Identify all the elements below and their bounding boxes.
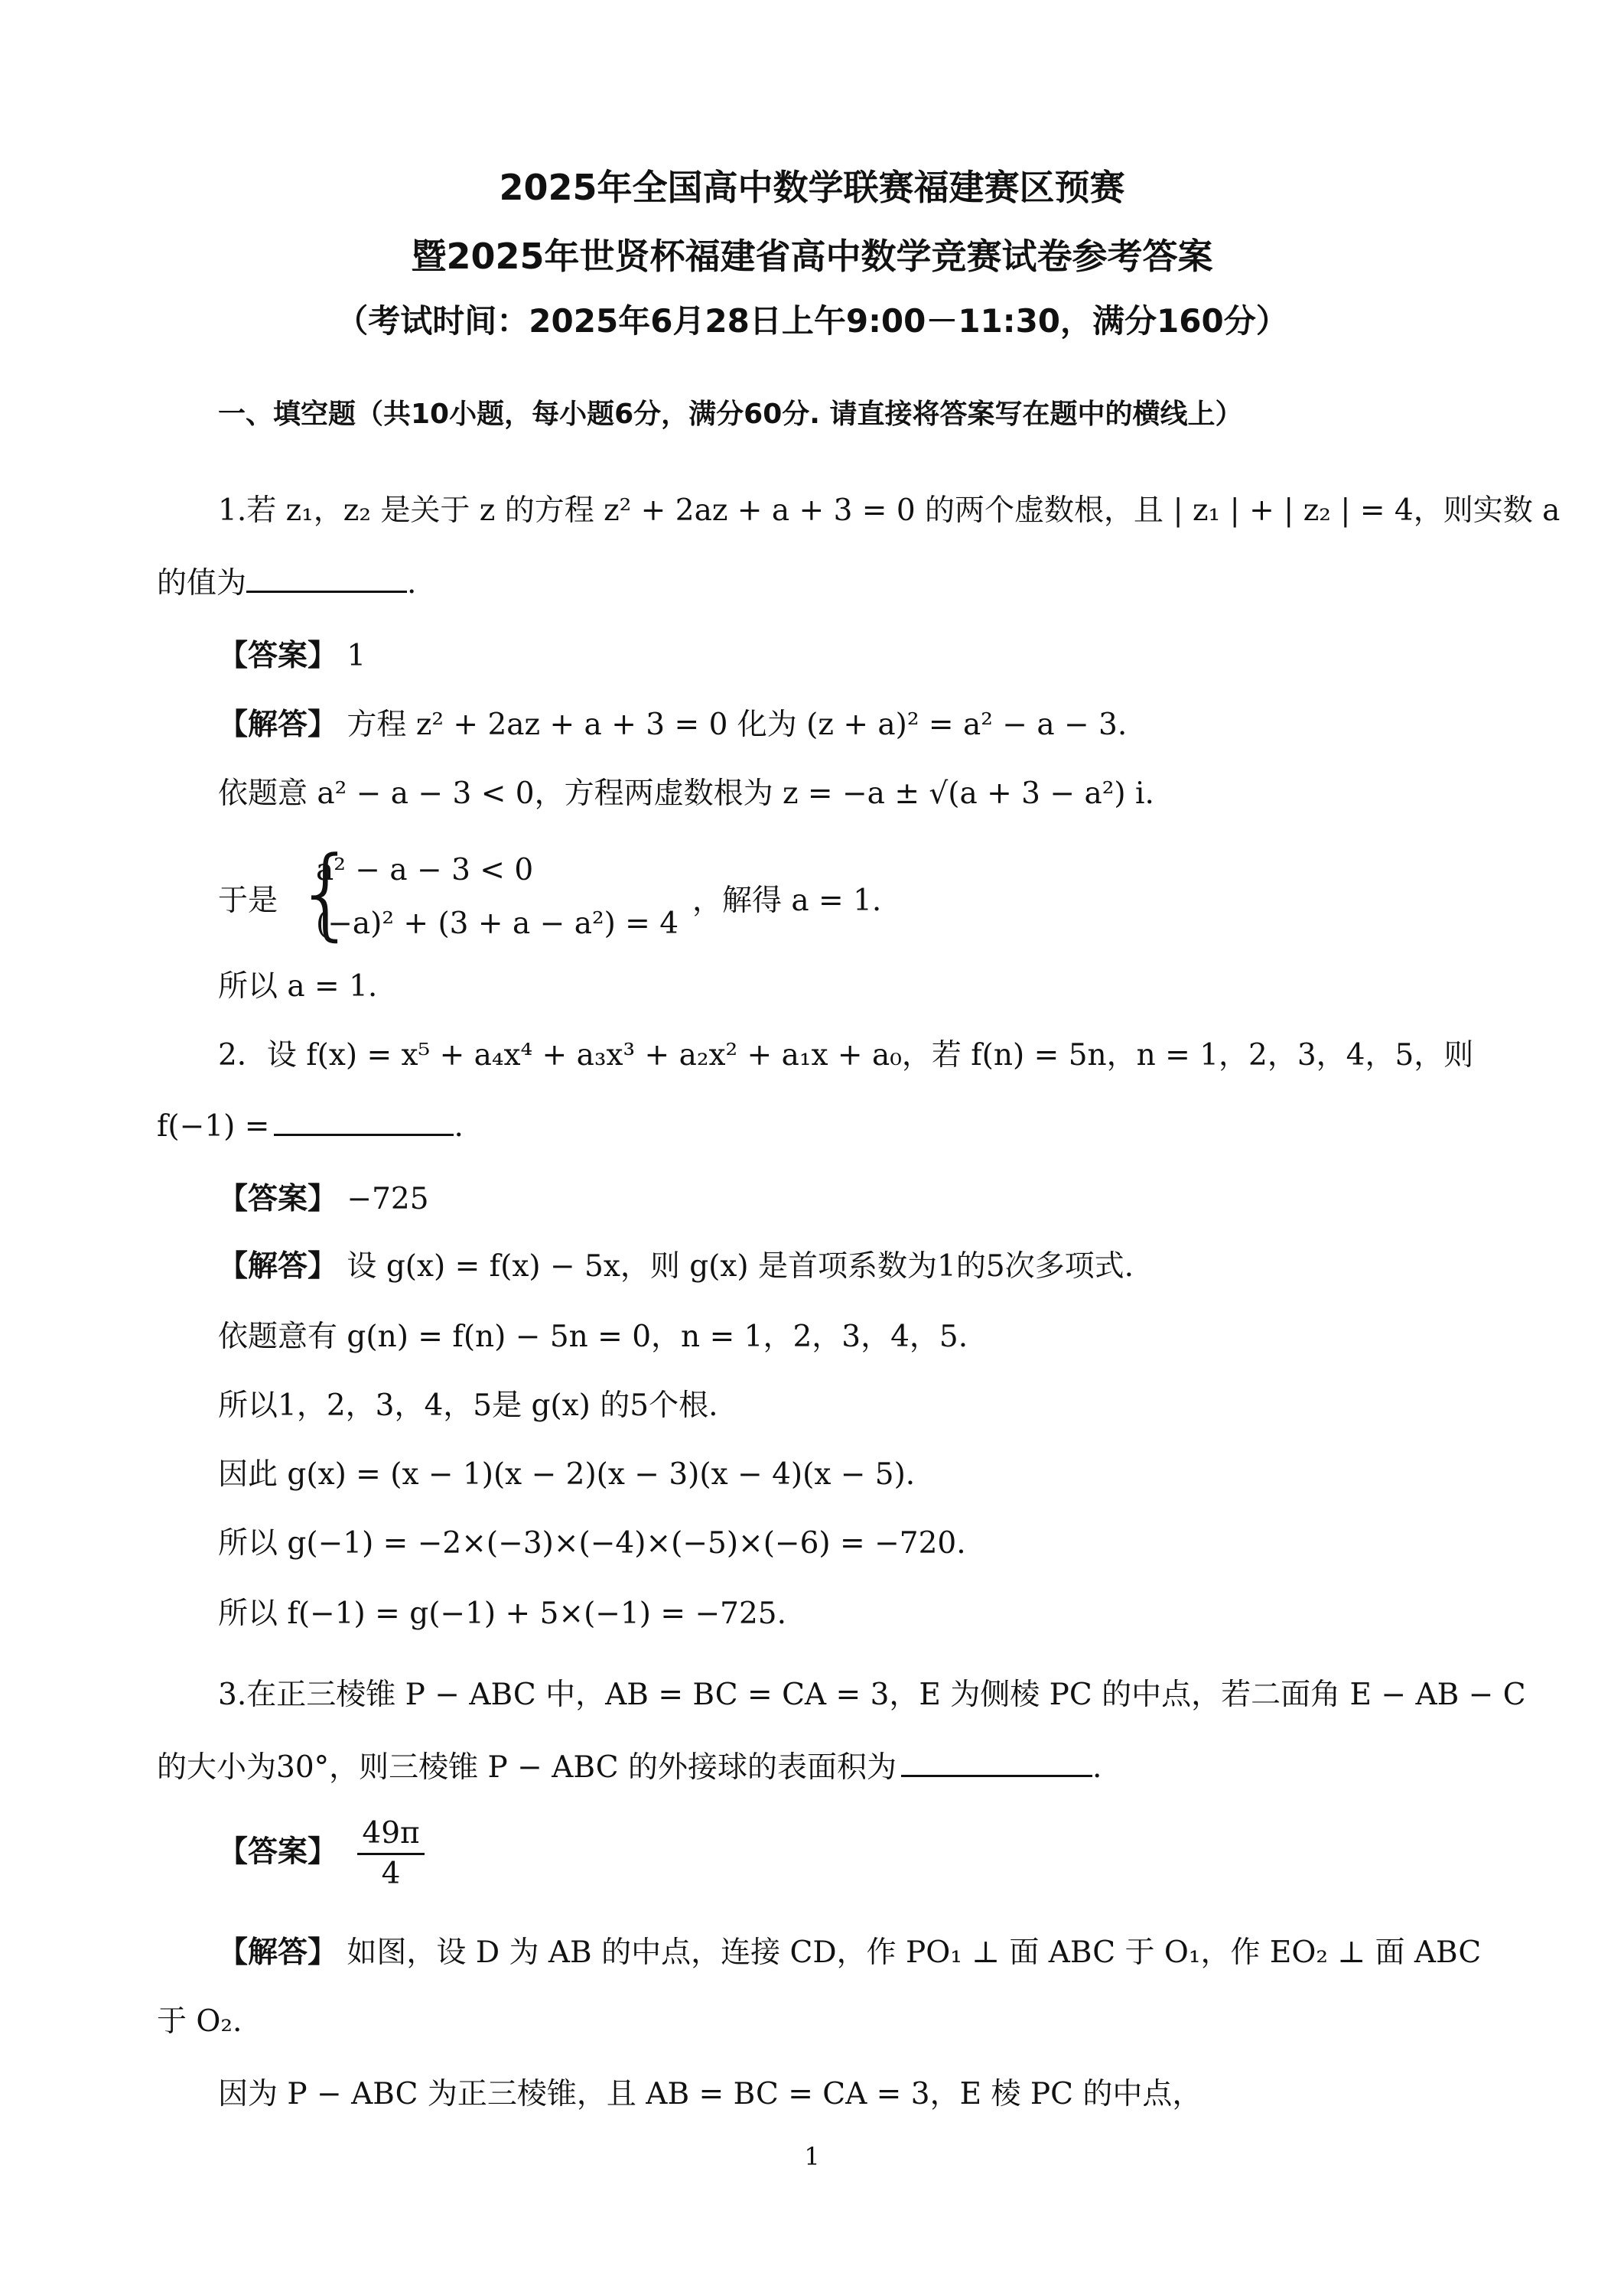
q1-solution-text1: 方程 z² + 2az + a + 3 = 0 化为 (z + a)² = a² − a − 3. [347,708,1128,742]
q3-solution-label: 【解答】 [218,1935,338,1970]
q1-solution-line1 [218,704,1127,747]
q2-answer-line [218,1178,429,1221]
q1-conclusion: 所以 a = 1. [218,969,378,1004]
exam-title-line2: 暨2025年世贤杯福建省高中数学竞赛试卷参考答案 [411,236,1213,277]
q3-solution-text1: 如图，设 D 为 AB 的中点，连接 CD，作 PO₁ ⊥ 面 ABC 于 O₁，作 EO₂ ⊥ 面 ABC [347,1935,1482,1970]
q3-answer-numerator: 49π [357,1815,424,1855]
brace-symbol: { [295,835,358,951]
section-heading: 一、填空题（共10小题，每小题6分，满分60分. 请直接将答案写在题中的横线上） [218,399,1243,430]
q2-answer-blank [274,1111,454,1136]
q1-answer-blank [246,568,407,593]
q2-solution-line3: 所以1，2，3，4，5是 g(x) 的5个根. [218,1388,718,1423]
q1-system-row2: (−a)² + (3 + a − a²) = 4 [316,907,679,941]
q1-question-line2: 的值为 . [157,566,417,601]
q2-solution-line6: 所以 f(−1) = g(−1) + 5×(−1) = −725. [218,1597,786,1631]
q3-answer-denominator: 4 [381,1857,401,1891]
q1-answer-line [218,635,366,678]
q2-prompt: f(−1) = [157,1109,270,1144]
q2-answer-label: 【答案】 [218,1182,338,1216]
q2-solution-line1 [218,1245,1134,1288]
q2-solution-text1: 设 g(x) = f(x) − 5x，则 g(x) 是首项系数为1的5次多项式. [347,1249,1134,1284]
q2-solution-line5: 所以 g(−1) = −2×(−3)×(−4)×(−5)×(−6) = −720. [218,1526,966,1561]
q2-solution-line4: 因此 g(x) = (x − 1)(x − 2)(x − 3)(x − 4)(x − 5). [218,1457,916,1492]
q3-prompt: 的大小为30°，则三棱锥 P − ABC 的外接球的表面积为 [157,1750,897,1785]
exam-title-line1: 2025年全国高中数学联赛福建赛区预赛 [499,167,1125,208]
q2-question-line1: 2．设 f(x) = x⁵ + a₄x⁴ + a₃x³ + a₂x² + a₁x + a₀，若 f(n) = 5n，n = 1，2，3，4，5，则 [218,1038,1474,1073]
q1-prompt: 的值为 [157,566,247,601]
q1-solution-line2: 依题意 a² − a − 3 < 0，方程两虚数根为 z = −a ± √(a + 3 − a²) i. [218,776,1154,811]
q3-answer-blank [901,1752,1092,1777]
q3-solution-line3: 因为 P − ABC 为正三棱锥，且 AB = BC = CA = 3，E 棱 PC 的中点， [218,2077,1203,2111]
q1-answer-value: 1 [347,639,366,673]
q1-question-line1: 1.若 z₁，z₂ 是关于 z 的方程 z² + 2az + a + 3 = 0 的两个虚数根，且 | z₁ | + | z₂ | = 4，则实数 a [218,493,1561,528]
q1-answer-label: 【答案】 [218,639,338,673]
q2-solution-label: 【解答】 [218,1249,338,1284]
q1-system-row1: a² − a − 3 < 0 [316,853,534,887]
q3-answer-label: 【答案】 [218,1834,338,1870]
q3-answer-line [218,1815,425,1893]
q3-solution-line1 [218,1932,1481,1974]
q3-solution-line2: 于 O₂. [157,2004,242,2039]
q3-question-line2: 的大小为30°，则三棱锥 P − ABC 的外接球的表面积为 . [157,1750,1102,1785]
q2-solution-line2: 依题意有 g(n) = f(n) − 5n = 0，n = 1，2，3，4，5. [218,1320,968,1354]
q1-system-prefix: 于是 [218,884,278,918]
q2-answer-value: −725 [347,1182,429,1216]
q3-question-line1: 3.在正三棱锥 P − ABC 中，AB = BC = CA = 3，E 为侧棱 PC 的中点，若二面角 E − AB − C [218,1678,1526,1712]
q1-solution-label: 【解答】 [218,708,338,742]
page-number: 1 [804,2142,820,2171]
q2-question-line2: f(−1) = . [157,1109,464,1144]
q1-system-suffix: ，解得 a = 1. [692,884,882,918]
exam-subtitle: （考试时间：2025年6月28日上午9:00－11:30，满分160分） [336,302,1288,340]
q3-answer-fraction [357,1815,424,1893]
